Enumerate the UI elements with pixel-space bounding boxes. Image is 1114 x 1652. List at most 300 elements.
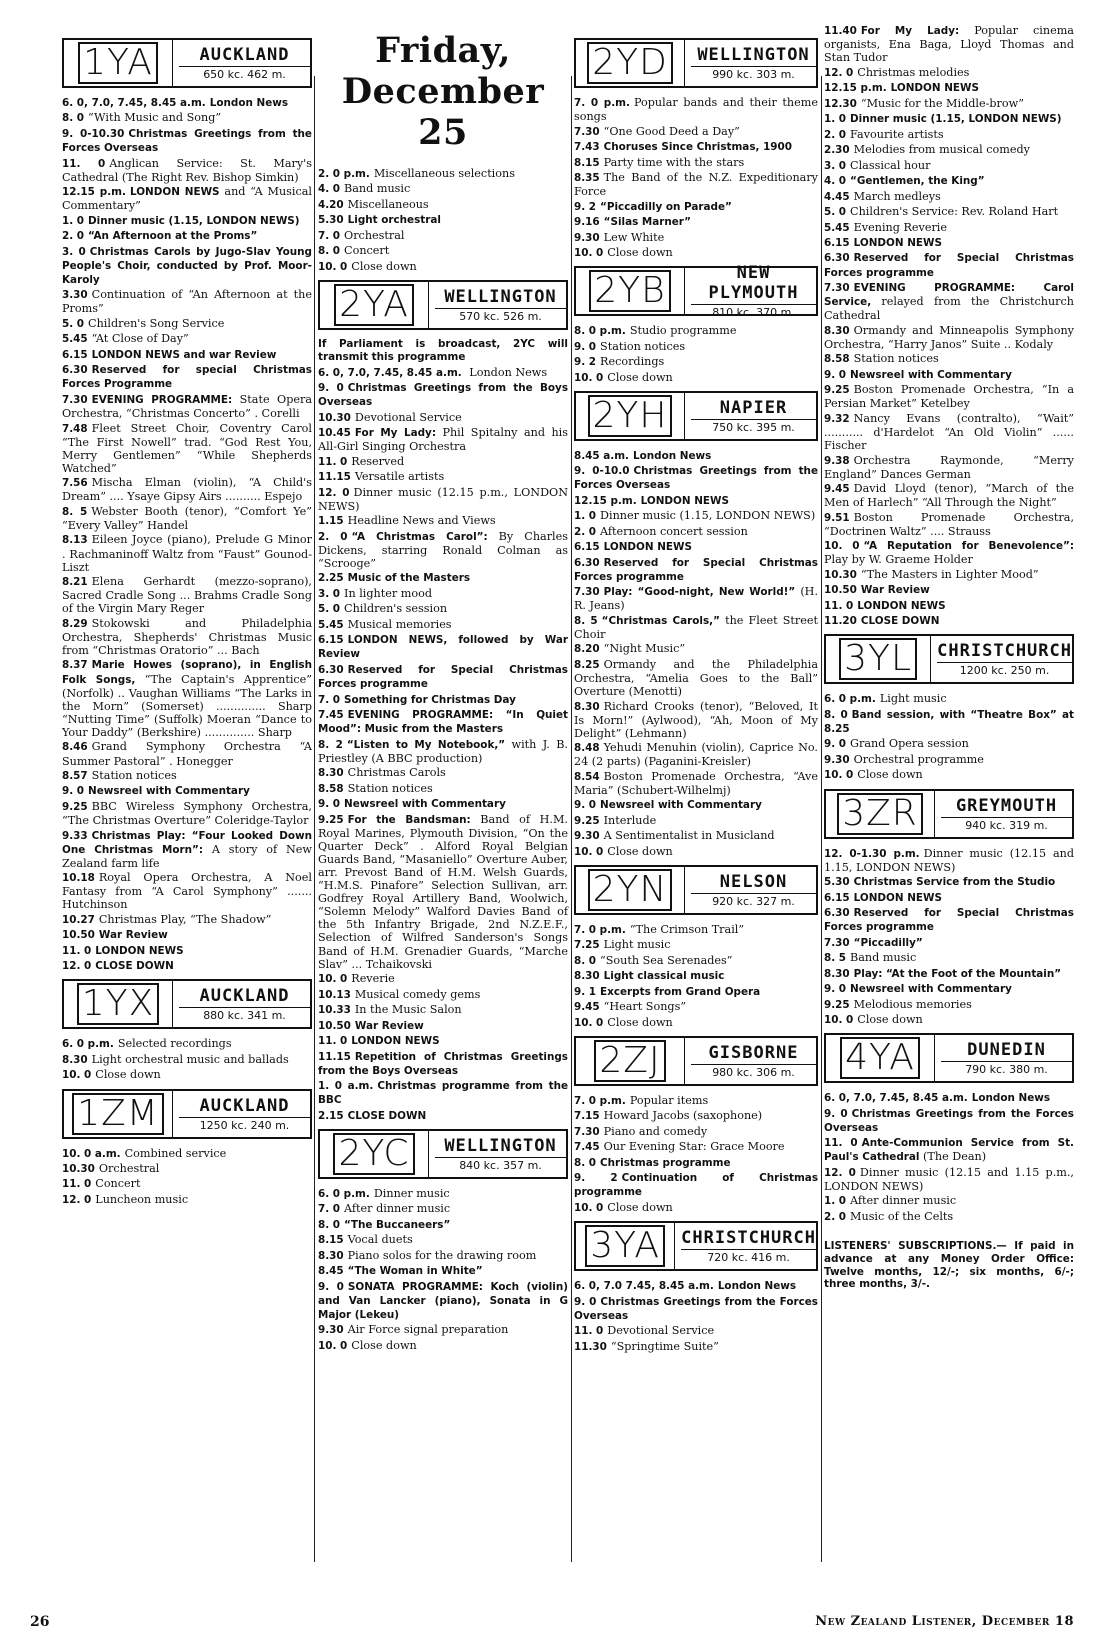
programme-entry [62, 245, 312, 287]
entry-text: Children's Service: Rev. Roland Hart [850, 205, 1059, 219]
programme-entry [824, 1194, 1074, 1208]
programme-entry [824, 982, 1074, 996]
entry-text: Station notices [91, 769, 177, 782]
entry-text: Christmas Carols [347, 766, 446, 780]
programme-entry [62, 871, 312, 911]
entry-text: Grand Symphony Orchestra “A Summer Pastoral” . Honegger [62, 740, 312, 768]
programme-entry [574, 658, 818, 698]
entry-time: 9.45 [824, 483, 850, 496]
entry-text: Orchestra Raymonde, “Merry England” Dances German [824, 453, 1074, 481]
entry-time: 11. 0 [62, 157, 106, 170]
entry-time: 10.18 [62, 872, 95, 885]
programme-entry [318, 1019, 568, 1033]
entry-time: 12. 0 [62, 960, 92, 973]
entry-time: 11. 0 [318, 455, 348, 468]
station-info [931, 636, 1072, 682]
entry-text: Classical hour [850, 158, 931, 172]
station-info [685, 263, 816, 320]
entry-text: Headline News and Views [347, 514, 496, 528]
entry-time: 6. 0 p.m. [824, 693, 876, 706]
programme-entry [318, 1050, 568, 1078]
entry-text: Recordings [600, 355, 665, 369]
station-header [62, 38, 312, 88]
entry-text: Favourite artists [850, 127, 944, 141]
station-header [574, 1036, 818, 1086]
programme-entry [824, 967, 1074, 981]
entry-text: Popular bands and their theme songs [574, 96, 818, 124]
entry-time: 5.30 [824, 876, 850, 889]
entry-time: 10.13 [318, 988, 351, 1001]
programme-entry [824, 66, 1074, 80]
programme-entry [824, 708, 1074, 736]
page-number: 26 [30, 1614, 50, 1630]
entry-text: Phil Spitalny and his All-Girl Singing Orchestra [318, 426, 568, 454]
programme-entry [824, 1091, 1074, 1105]
entry-time: 7. 0 [318, 229, 341, 242]
programme-entry [318, 411, 568, 425]
entry-text: Piano and comedy [603, 1124, 708, 1138]
entry-time: 1. 0 [824, 1195, 847, 1208]
station-city: AUCKLAND [179, 986, 310, 1008]
programme-entry [62, 1068, 312, 1082]
entry-time: 11.15 [318, 471, 351, 484]
programme-entry [62, 96, 312, 110]
entry-time: 9. 0 [824, 738, 847, 751]
entry-text: Continuation of “An Afternoon at the Proms” [62, 288, 312, 316]
entry-text: Mischa Elman (violin), “A Child's Dream” .... Ysaye Gipsy Airs .......... Espejo [62, 476, 312, 504]
station-call-text: 1ZM [72, 1093, 164, 1135]
entry-bold-text: Marie Howes (soprano), in English Folk Songs, [62, 659, 312, 686]
entry-time: 10. 0 [574, 371, 604, 384]
entry-time: 8. 0 [318, 1218, 341, 1231]
entry-time: 6. 0, 7.0, 7.45, 8.45 a.m. [62, 97, 206, 109]
entry-text: Piano solos for the drawing room [347, 1248, 537, 1262]
entry-text: Light orchestral music and ballads [91, 1052, 289, 1066]
entry-text: Ormandy and Minneapolis Symphony Orchestra, “Harry Janos” Suite .. Kodaly [824, 323, 1074, 351]
entry-time: 9.25 [318, 813, 344, 826]
programme-entry [62, 1053, 312, 1067]
programme-entry [62, 1162, 312, 1176]
entry-time: 8.58 [318, 782, 344, 795]
entry-time: 9.16 [574, 216, 600, 229]
column-1 [62, 32, 312, 1208]
programme-entry [62, 617, 312, 657]
entry-bold-text: War Review [860, 584, 930, 597]
entry-text: Band music [850, 951, 917, 965]
entry-bold-text: Light classical music [603, 970, 725, 983]
entry-time: 10. 0 [62, 1069, 92, 1082]
station-info [429, 282, 566, 328]
entry-time: 2. 0 [824, 1210, 847, 1223]
entry-text: Dinner music (12.15 and 1.15, LONDON NEWS) [824, 846, 1074, 874]
entry-time: 6. 0, 7.0, 7.45, 8.45 a.m. [824, 1092, 968, 1105]
programme-entry [574, 985, 818, 999]
entry-text: Close down [607, 246, 673, 260]
entry-time: 9. 2 [574, 200, 597, 213]
programme-entry [318, 587, 568, 601]
programme-entry [318, 766, 568, 780]
programme-entry [62, 784, 312, 798]
station-info [935, 1035, 1072, 1081]
programme-entry [62, 928, 312, 942]
station-call-sign [576, 867, 685, 913]
entry-time: 12. 0 [824, 1166, 856, 1179]
station-call-text: 4YA [840, 1037, 920, 1079]
station-info [685, 393, 816, 439]
entry-text: “The Captain's Apprentice” (Norfolk) .. Vaughan Williams “The Larks in the Morn” (Somerset) .............. Sharp “Nutting Time” (Suffolk) Moeran “Dance to Your Daddy” (Berkshire) .............. Sharp [62, 672, 313, 739]
entry-text: Grand Opera session [850, 737, 969, 751]
entry-time: 10. 0 [574, 1016, 604, 1029]
programme-entry [824, 875, 1074, 889]
programme-entry [318, 182, 568, 196]
entry-bold-text: EVENING PROGRAMME: [91, 393, 233, 406]
entry-time: 9. 2 [574, 1172, 618, 1185]
entry-bold-text: London News [717, 1280, 797, 1293]
entry-text: A story of New Zealand farm life [62, 842, 312, 870]
entry-bold-text: “Silas Marner” [603, 216, 691, 229]
entry-time: 9. 2 [574, 356, 597, 369]
entry-time: 2.25 [318, 572, 344, 585]
entry-text: Afternoon concert session [600, 524, 748, 538]
station-info [685, 1038, 816, 1084]
entry-text: Royal Opera Orchestra, A Noel Fantasy from “A Carol Symphony” ....... Hutchinson [62, 871, 312, 912]
entry-time: 12. 0-1.30 p.m. [824, 847, 920, 860]
station-info [675, 1223, 816, 1269]
station-city: CHRISTCHURCH [681, 1228, 816, 1249]
station-header [574, 263, 818, 320]
entry-bold-text: “Piccadilly” [853, 936, 923, 949]
programme-entry [318, 1079, 568, 1107]
entry-bold-text: London News [633, 449, 712, 462]
entry-time: 4. 0 [824, 175, 847, 188]
entry-text: Popular cinema organists, Ena Baga, Lloyd Thomas and Stan Tudor [824, 24, 1074, 65]
entry-text: Versatile artists [354, 470, 445, 484]
programme-entry [62, 317, 312, 331]
station-frequency: 840 kc. 357 m. [459, 1158, 542, 1172]
entry-time: 10. 0 [824, 1014, 854, 1027]
entry-text: Christmas melodies [857, 65, 970, 79]
entry-time: 7.25 [574, 939, 600, 952]
entry-text: “Night Music” [603, 642, 686, 656]
entry-bold-text: Newsreel with Commentary [344, 798, 506, 811]
entry-bold-text: Continuation of Christmas programme [574, 1172, 818, 1199]
entry-time: 8.35 [574, 172, 600, 185]
programme-entry [318, 244, 568, 258]
entry-text: In lighter mood [344, 586, 432, 600]
programme-entry [824, 1107, 1074, 1135]
entry-time: 7.56 [62, 477, 88, 490]
entry-text: the Fleet Street Choir [574, 613, 818, 641]
entry-time: 10.33 [318, 1004, 351, 1017]
programme-entry [824, 143, 1074, 157]
entry-text: Dinner music (12.15 p.m., LONDON NEWS) [318, 485, 568, 513]
station-note: If Parliament is broadcast, 2YC will transmit this programme [318, 338, 568, 364]
entry-text: London News [465, 365, 548, 379]
programme-entry [62, 1193, 312, 1207]
entry-time: 12. 0 [318, 486, 350, 499]
station-call-sign [64, 981, 173, 1027]
entry-bold-text: Reserved for Special Christmas Forces programme [318, 663, 568, 691]
entry-time: 11. 0 [318, 1035, 348, 1048]
programme-entry [824, 539, 1074, 566]
programme-entry [318, 633, 568, 661]
entry-text: Selected recordings [117, 1037, 232, 1051]
programme-entry [824, 251, 1074, 279]
entry-text: Close down [607, 370, 673, 384]
entry-bold-text: Christmas Greetings from the Forces Overseas [574, 1295, 818, 1322]
programme-entry [318, 1339, 568, 1353]
entry-bold-text: Play: “Good-night, New World!” [603, 586, 796, 599]
station-call-sign [64, 1091, 173, 1137]
programme-entry [318, 693, 568, 707]
programme-entry [824, 936, 1074, 950]
entry-time: 2.30 [824, 144, 850, 157]
entry-time: 9.30 [574, 830, 600, 843]
programme-entry [318, 1218, 568, 1232]
station-call-text: 1YX [77, 983, 160, 1025]
station-call-text: 2YB [589, 270, 670, 312]
entry-time: 1.15 [318, 515, 344, 528]
entry-bold-text: “The Buccaneers” [344, 1218, 451, 1231]
entry-bold-text: “An Afternoon at the Proms” [88, 230, 258, 243]
entry-time: 6.30 [318, 663, 344, 676]
entry-bold-text: CLOSE DOWN [95, 960, 174, 973]
station-call-text: 1YA [78, 42, 158, 84]
entry-text: Reserved [351, 454, 405, 468]
entry-bold-text: Something for Christmas Day [344, 693, 516, 706]
programme-entry [318, 571, 568, 585]
entry-time: 7.15 [574, 1110, 600, 1123]
entry-time: 12. 0 [824, 66, 854, 79]
entry-text: Orchestral [344, 228, 405, 242]
entry-bold-text: Newsreel with Commentary [88, 785, 250, 798]
programme-entry [574, 969, 818, 983]
station-city: WELLINGTON [691, 45, 816, 67]
programme-entry [318, 972, 568, 986]
station-call-sign [576, 268, 685, 314]
entry-time: 7.30 [574, 586, 600, 599]
entry-time: 8. 0 [574, 954, 597, 967]
entry-text: Musical comedy gems [354, 987, 481, 1001]
programme-entry [62, 288, 312, 315]
entry-time: 12.30 [824, 97, 857, 110]
station-header [318, 1129, 568, 1179]
entry-time: 7.30 [574, 1125, 600, 1138]
entry-time: 9. 0 [574, 340, 597, 353]
programme-entry [824, 352, 1074, 366]
entry-time: 12.15 p.m. [574, 494, 637, 507]
programme-entry [318, 1264, 568, 1278]
entry-text: Close down [351, 1338, 417, 1352]
station-header [62, 979, 312, 1029]
programme-entry [574, 96, 818, 123]
programme-entry [318, 366, 568, 380]
entry-text: Combined service [124, 1146, 227, 1160]
programme-entry [824, 159, 1074, 173]
entry-bold-text: “The Woman in White” [347, 1265, 483, 1278]
station-call-sign [826, 1035, 935, 1081]
entry-time: 10.50 [62, 929, 95, 942]
entry-time: 7.30 [824, 282, 850, 295]
programme-entry [574, 954, 818, 968]
programme-entry [574, 1000, 818, 1014]
entry-bold-text: Newsreel with Commentary [850, 368, 1012, 381]
entry-text: Light music [603, 938, 671, 952]
entry-time: 8.46 [62, 741, 88, 754]
programme-entry [574, 525, 818, 539]
programme-entry [824, 1013, 1074, 1027]
entry-text: relayed from the Christchurch Cathedral [824, 295, 1074, 323]
programme-entry [574, 156, 818, 170]
station-frequency: 810 kc. 370 m. [712, 306, 795, 320]
entry-time: 10.30 [824, 568, 857, 581]
station-frequency: 650 kc. 462 m. [203, 68, 286, 81]
entry-text: with J. B. Priestley (A BBC production) [318, 737, 568, 765]
programme-entry [574, 540, 818, 554]
entry-bold-text: LONDON NEWS [853, 237, 942, 249]
entry-time: 8.57 [62, 770, 88, 782]
station-call-text: 2YC [333, 1133, 414, 1175]
entry-time: 10. 0 [318, 1339, 348, 1352]
entry-bold-text: War Review [98, 929, 168, 942]
programme-entry [574, 464, 818, 492]
entry-time: 4. 0 [318, 183, 341, 196]
entry-text: Richard Crooks (tenor), “Beloved, It Is Morn!” (Aylwood), “Ah, Moon of My Delight” (Lehmann) [574, 699, 818, 740]
entry-text: Station notices [853, 352, 939, 366]
entry-text: Music of the Celts [850, 1209, 954, 1223]
programme-entry [318, 213, 568, 227]
programme-entry [824, 412, 1074, 452]
entry-bold-text: Excerpts from Grand Opera [600, 985, 761, 998]
programme-entry [318, 1233, 568, 1247]
programme-entry [318, 260, 568, 274]
entry-bold-text: “Piccadilly on Parade” [600, 200, 732, 213]
entry-text: “South Sea Serenades” [600, 953, 733, 967]
programme-entry [824, 205, 1074, 219]
programme-entry [574, 1109, 818, 1123]
entry-time: 8.25 [574, 658, 600, 671]
programme-entry [574, 140, 818, 154]
programme-entry [824, 97, 1074, 111]
programme-entry [62, 393, 312, 420]
entry-text: Anglican Service: St. Mary's Cathedral (The Right Rev. Bishop Simkin) [62, 156, 312, 184]
station-city: WELLINGTON [435, 287, 566, 309]
programme-entry [62, 348, 312, 362]
entry-time: 8.29 [62, 617, 88, 630]
entry-text: Party time with the stars [603, 155, 745, 169]
programme-entry [824, 906, 1074, 934]
entry-text: Ormandy and the Philadelphia Orchestra, “Amelia Goes to the Ball” Overture (Menotti) [574, 657, 818, 699]
entry-bold-text: Music of the Masters [347, 572, 471, 585]
entry-text: By Charles Dickens, starring Ronald Colman as “Scrooge” [318, 529, 568, 570]
entry-time: 3. 0 [318, 587, 341, 600]
entry-bold-text: Reserved for Special Christmas Forces programme [824, 907, 1074, 934]
programme-entry [824, 692, 1074, 706]
programme-entry [824, 174, 1074, 188]
entry-bold-text: London News [971, 1092, 1051, 1105]
entry-time: 12.15 p.m. [824, 82, 887, 95]
entry-text: Reverie [351, 972, 395, 986]
programme-entry [62, 229, 312, 243]
entry-text: Air Force signal preparation [347, 1323, 509, 1337]
programme-entry [318, 167, 568, 181]
entry-time: 6. 0 p.m. [318, 1187, 370, 1200]
entry-time: 4.20 [318, 198, 344, 211]
programme-entry [824, 1210, 1074, 1224]
programme-entry [574, 1140, 818, 1154]
entry-time: 8. 0 [62, 112, 85, 125]
entry-text: Children's session [344, 602, 448, 616]
programme-entry [318, 486, 568, 513]
entry-time: 10. 0 [318, 973, 348, 986]
entry-time: 6.30 [62, 364, 88, 377]
entry-bold-text: Choruses Since Christmas, 1900 [603, 141, 792, 154]
entry-text: “The Masters in Lighter Mood” [860, 567, 1039, 581]
programme-entry [824, 583, 1074, 597]
programme-entry [318, 663, 568, 691]
entry-time: 1. 0 [574, 510, 597, 523]
entry-time: 9.25 [574, 814, 600, 827]
entry-bold-text: Reserved for Special Christmas Forces programme [574, 556, 818, 583]
programme-entry [824, 368, 1074, 382]
station-header [824, 789, 1074, 839]
entry-text: (The Dean) [919, 1150, 987, 1164]
entry-time: 6.30 [574, 556, 600, 569]
programme-entry [574, 1125, 818, 1139]
entry-bold-text: For My Lady: [860, 25, 960, 37]
entry-time: 8.48 [574, 742, 600, 755]
entry-time: 8.58 [824, 353, 850, 366]
entry-time: 6. 0, 7.0, 7.45, 8.45 a.m. [318, 366, 462, 379]
programme-entry [824, 281, 1074, 322]
entry-time: 8.15 [318, 1234, 344, 1247]
entry-time: 8. 0 p.m. [574, 325, 626, 338]
entry-time: 11. 0 [824, 1137, 858, 1150]
programme-entry [824, 847, 1074, 874]
programme-entry [824, 737, 1074, 751]
entry-time: 5. 0 [62, 317, 85, 330]
entry-time: 6. 0 p.m. [62, 1038, 114, 1051]
entry-bold-text: War Review [354, 1019, 424, 1032]
entry-text: A Sentimentalist in Musicland [603, 829, 775, 843]
entry-bold-text: LONDON NEWS [129, 186, 220, 199]
entry-text: Devotional Service [607, 1324, 715, 1338]
entry-text: Devotional Service [354, 410, 462, 424]
entry-text: Yehudi Menuhin (violin), Caprice No. 24 (2 parts) (Paganini-Kreisler) [574, 741, 818, 769]
entry-text: Howard Jacobs (saxophone) [603, 1109, 763, 1123]
entry-time: 7.30 [62, 393, 88, 406]
entry-time: 5.45 [318, 618, 344, 631]
station-header [824, 1033, 1074, 1083]
publication-footer: New Zealand Listener, December 18 [815, 1614, 1074, 1629]
entry-time: 10. 0 [574, 247, 604, 260]
programme-entry [62, 422, 312, 475]
entry-time: 6. 0, 7.0 7.45, 8.45 a.m. [574, 1280, 714, 1293]
column-rule-3 [821, 76, 822, 1562]
entry-time: 8. 5 [574, 614, 598, 627]
entry-time: 1. 0 [62, 214, 85, 227]
programme-entry [62, 505, 312, 532]
programme-entry [574, 324, 818, 338]
programme-entry [574, 798, 818, 812]
programme-entry [574, 1171, 818, 1199]
programme-entry [824, 568, 1074, 582]
entry-text: BBC Wireless Symphony Orchestra, “The Christmas Overture” Coleridge-Taylor [62, 799, 312, 828]
station-header [62, 1089, 312, 1139]
programme-entry [574, 1324, 818, 1338]
station-info [685, 867, 816, 913]
entry-text: “The Crimson Trail” [629, 922, 745, 936]
